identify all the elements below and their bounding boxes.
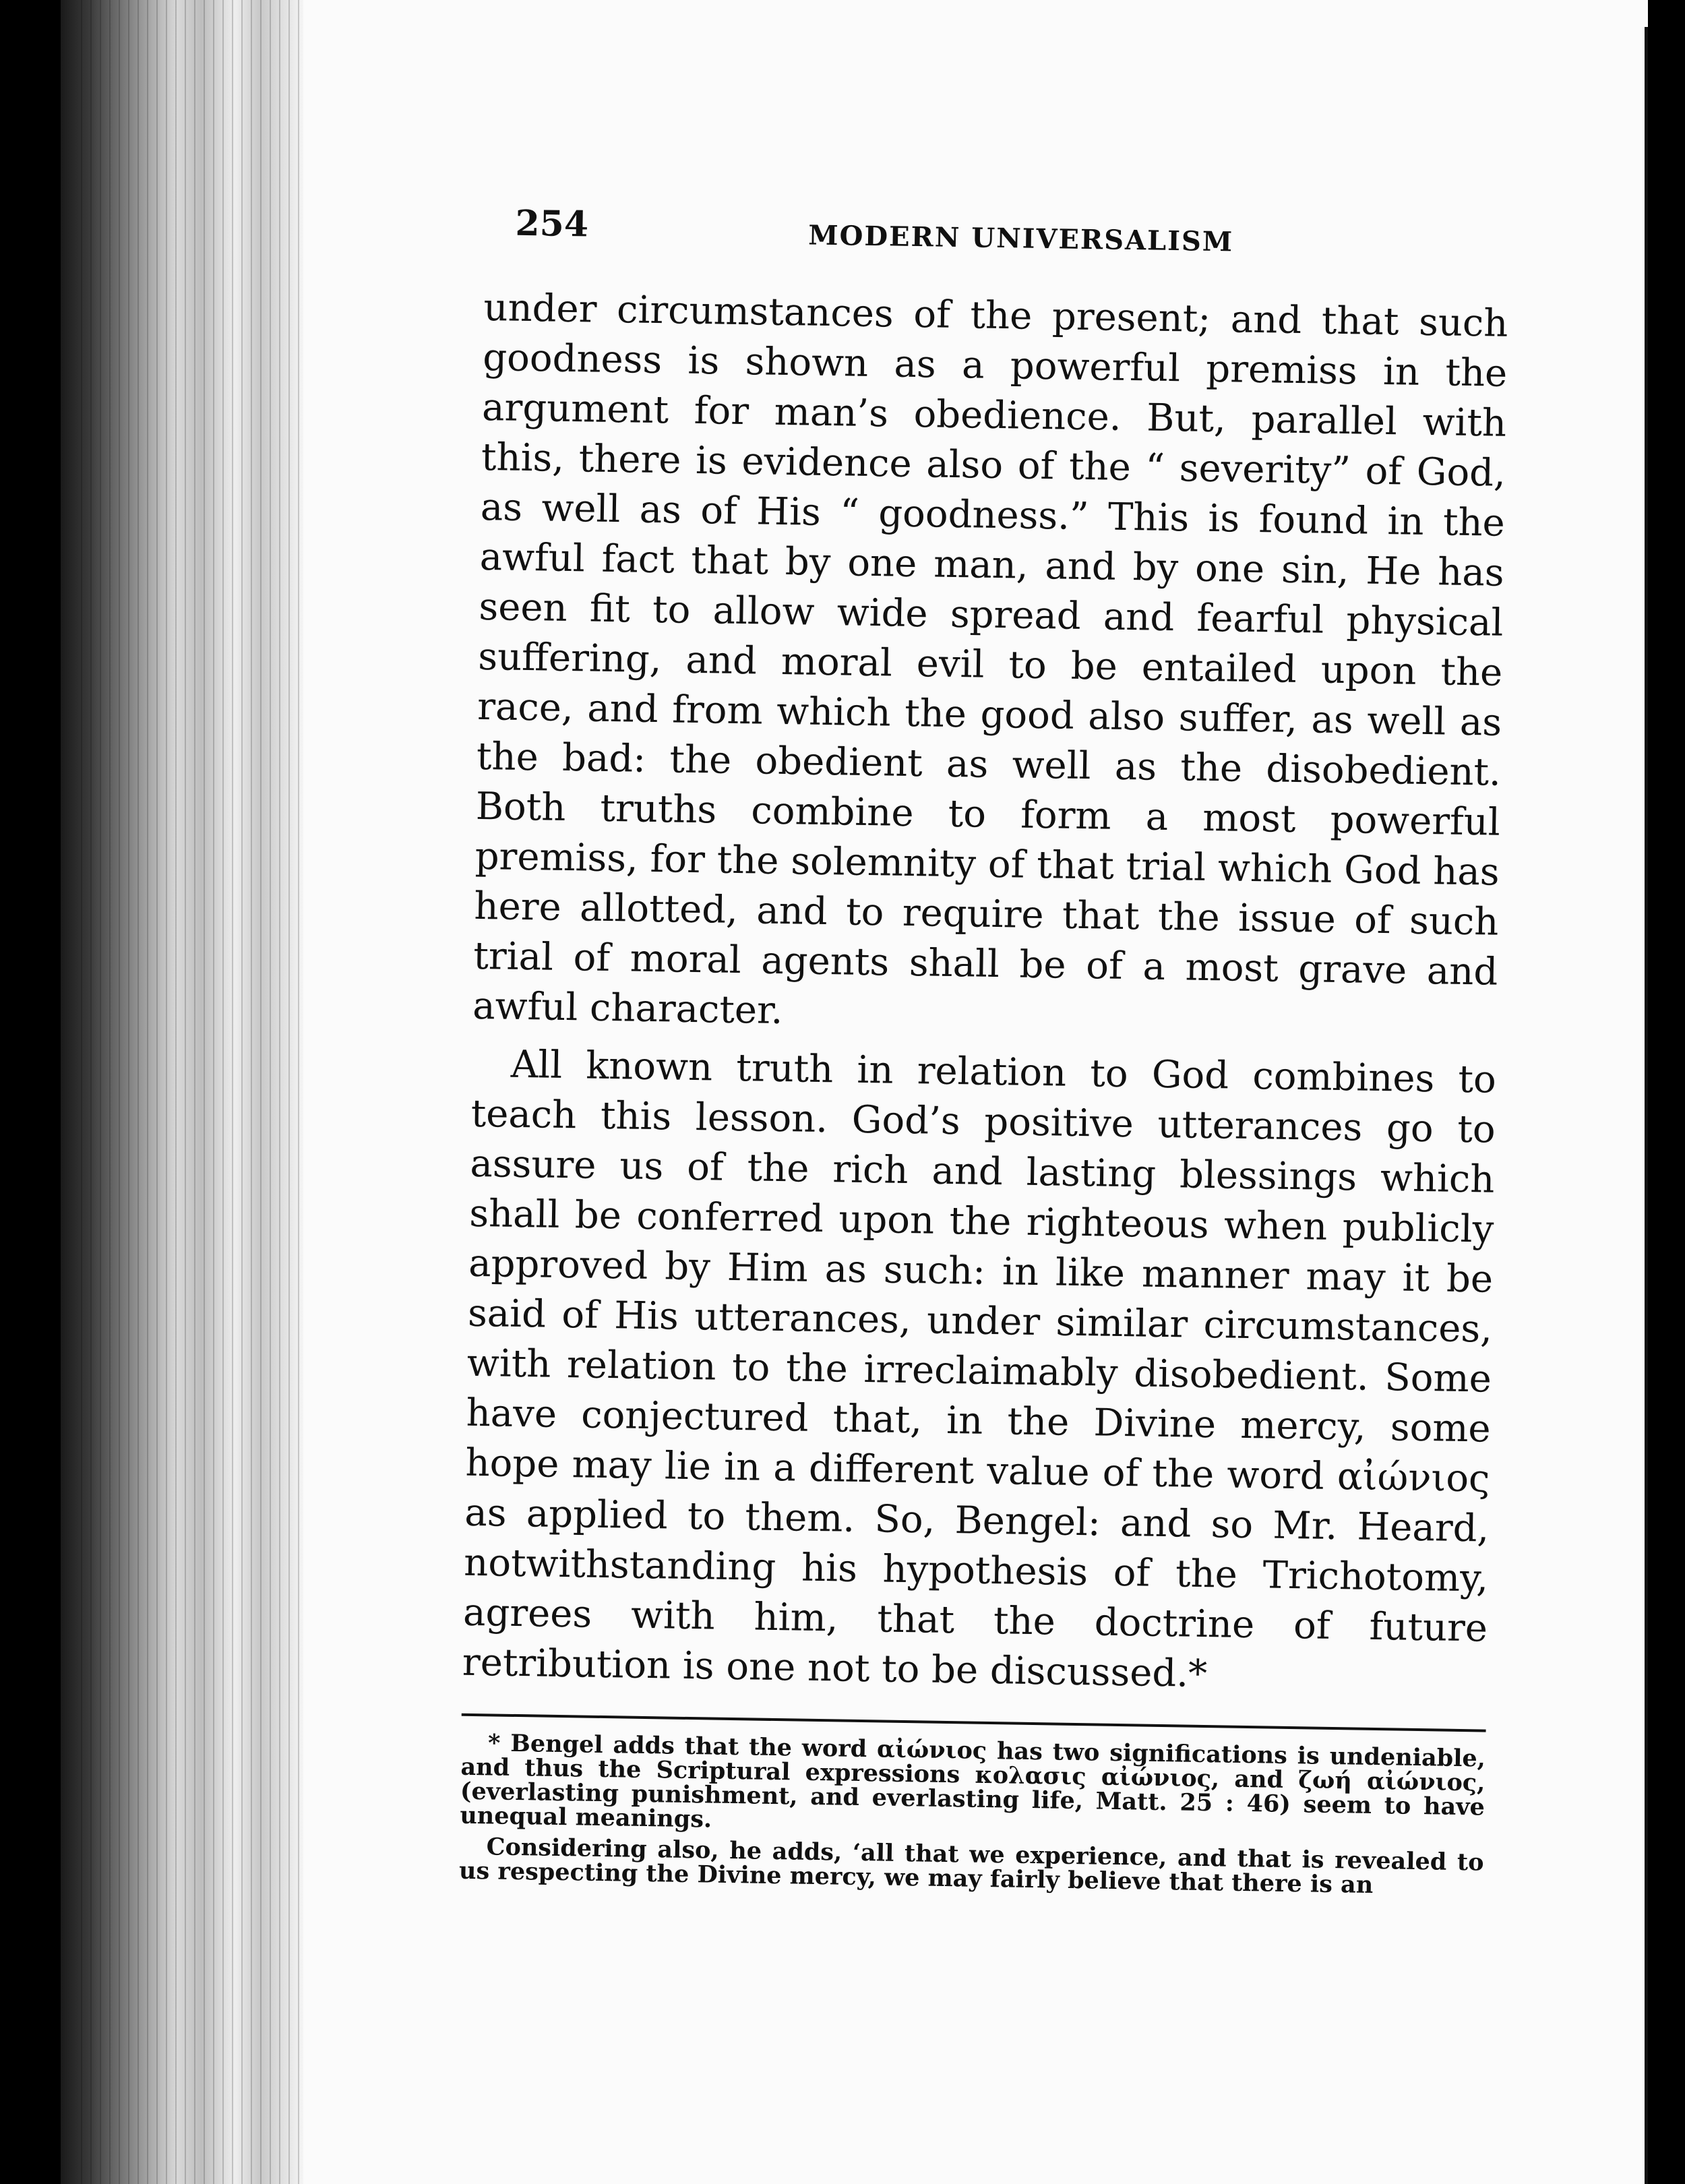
footnote: * Bengel adds that the word αἰώνιος has two significations is undeniable, and thus the Scriptural expressions κολασις αἰώνιος, and ζωή αἰώνιος, (everlasting punishment, and everlasting life, Matt. 25 : 46) seem to have unequal meanings. <box>460 1729 1486 1833</box>
running-head: MODERN UNIVERSALISM <box>807 219 1234 258</box>
footnotes <box>459 1731 1485 1900</box>
paragraph: under circumstances of the present; and that such goodness is shown as a powerful premiss in the argument for man’s obedience. But, parallel with this, there is evidence also of the “ severity” of God, as well as of His “ goodness.” This is found in the awful fact that by one man, and by one sin, He has seen fit to allow wide spread and fearful physical suffering, and moral evil to be entailed upon the race, and from which the good also suffer, as well as the bad: the obedient as well as the disobedient. Both truths combine to form a most powerful premiss, for the solemnity of that trial which God has here allotted, and to require that the issue of such trial of moral agents shall be of a most grave and awful character. <box>472 285 1508 1033</box>
right-margin-dark <box>1648 27 1685 2184</box>
footnote-rule <box>462 1713 1486 1732</box>
body-text <box>462 283 1508 1704</box>
page-number: 254 <box>515 202 589 245</box>
page-content <box>459 202 1510 1900</box>
paragraph: All known truth in relation to God combines to teach this lesson. God’s positive utterances go to assure us of the rich and lasting blessings which shall be conferred upon the righteous when publicly approved by Him as such: in like manner may it be said of His utterances, under similar circumstances, with relation to the irreclaimably disobedient. Some have conjectured that, in the Divine mercy, some hope may lie in a different value of the word αἰώνιος as applied to them. So, Bengel: and so Mr. Heard, notwithstanding his hypothesis of the Trichotomy, agrees with him, that the doctrine of future retribution is one not to be discussed.* <box>462 1042 1497 1697</box>
footnote: Considering also, he adds, ‘all that we experience, and that is revealed to us respecting the Divine mercy, we may fairly believe that there is an <box>458 1833 1484 1899</box>
page-edges <box>81 0 303 2184</box>
